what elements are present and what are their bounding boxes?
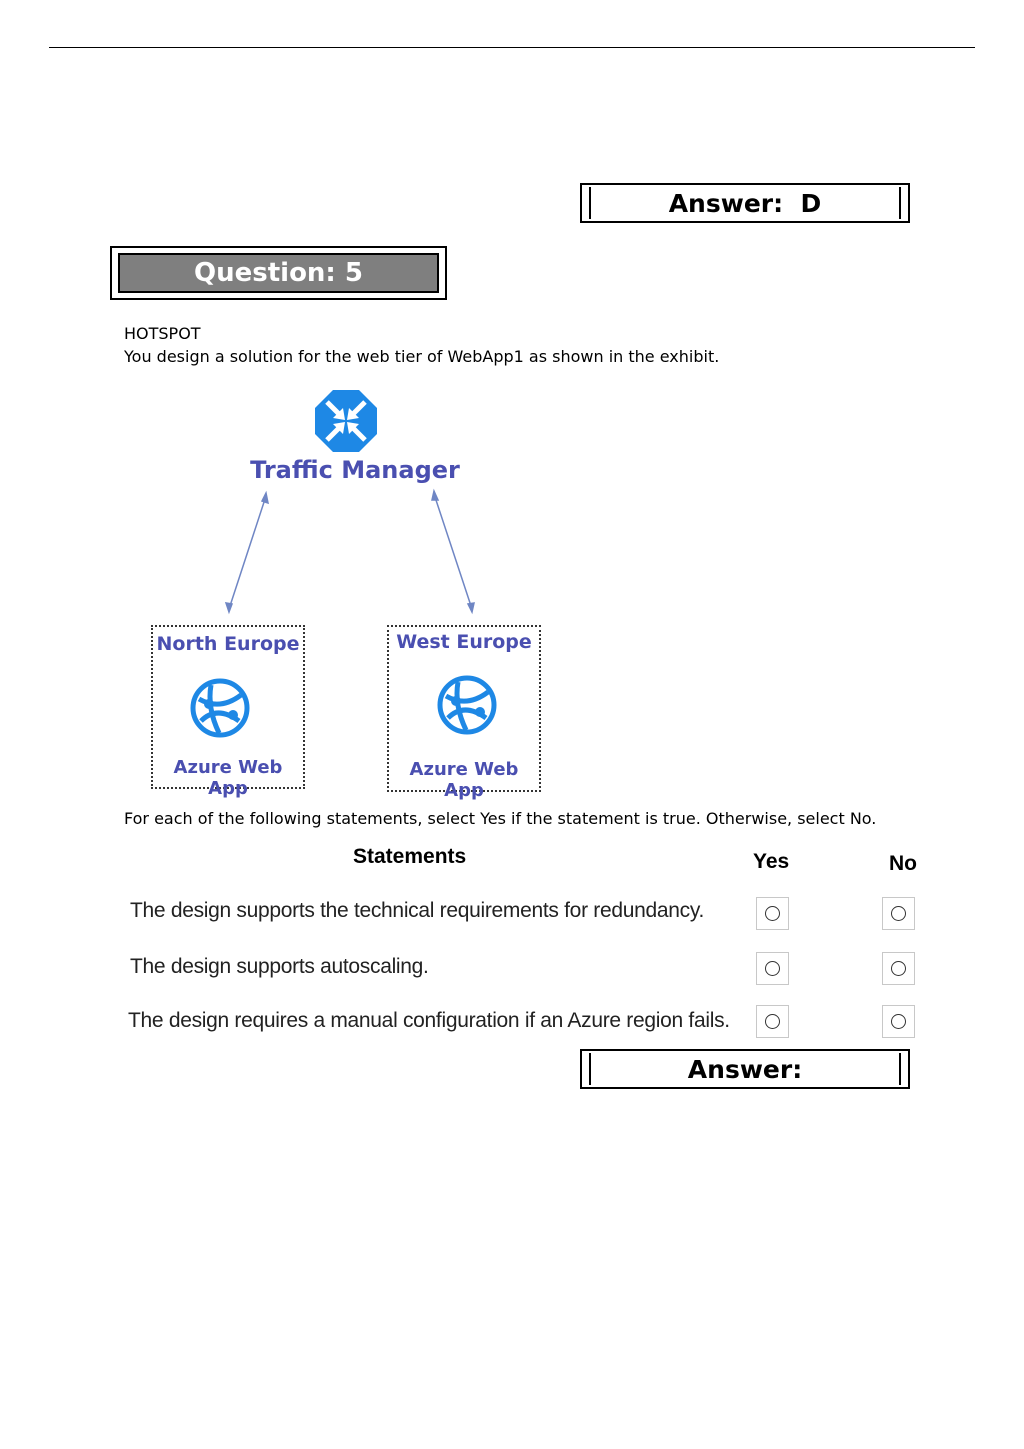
answer-label: Answer: — [687, 1054, 803, 1084]
region-service: Azure Web App — [173, 757, 283, 799]
statement-1-no-radio[interactable] — [882, 897, 915, 930]
statement-2-yes-radio[interactable] — [756, 952, 789, 985]
question-header — [110, 246, 447, 300]
region-title: North Europe — [156, 633, 300, 655]
statement-1: The design supports the technical requirements for redundancy. — [130, 899, 705, 922]
statements-header: Statements — [353, 845, 467, 868]
question-type: HOTSPOT — [124, 324, 201, 343]
question-title: Question: 5 — [118, 253, 439, 293]
statement-3: The design requires a manual configuration if an Azure region fails. — [128, 1009, 730, 1032]
answer-box-previous — [580, 183, 910, 223]
statement-2-no-radio[interactable] — [882, 952, 915, 985]
web-app-icon — [189, 677, 251, 739]
answer-label: Answer: D — [668, 188, 822, 218]
statement-3-no-radio[interactable] — [882, 1005, 915, 1038]
statement-1-yes-radio[interactable] — [756, 897, 789, 930]
traffic-manager-label: Traffic Manager — [250, 456, 460, 484]
instructions: For each of the following statements, select Yes if the statement is true. Otherwise, select No. — [124, 809, 877, 828]
traffic-manager-icon — [313, 388, 379, 454]
answer-box-next — [580, 1049, 910, 1089]
no-header: No — [889, 852, 917, 875]
yes-header: Yes — [753, 850, 790, 873]
question-intro: You design a solution for the web tier of WebApp1 as shown in the exhibit. — [124, 347, 720, 366]
region-box-west-europe — [387, 625, 541, 801]
region-box-north-europe — [151, 625, 305, 799]
region-service: Azure Web App — [409, 759, 519, 801]
statement-3-yes-radio[interactable] — [756, 1005, 789, 1038]
statement-2: The design supports autoscaling. — [130, 955, 429, 978]
header-rule — [49, 47, 975, 48]
web-app-icon — [436, 674, 498, 736]
region-title: West Europe — [396, 631, 532, 653]
